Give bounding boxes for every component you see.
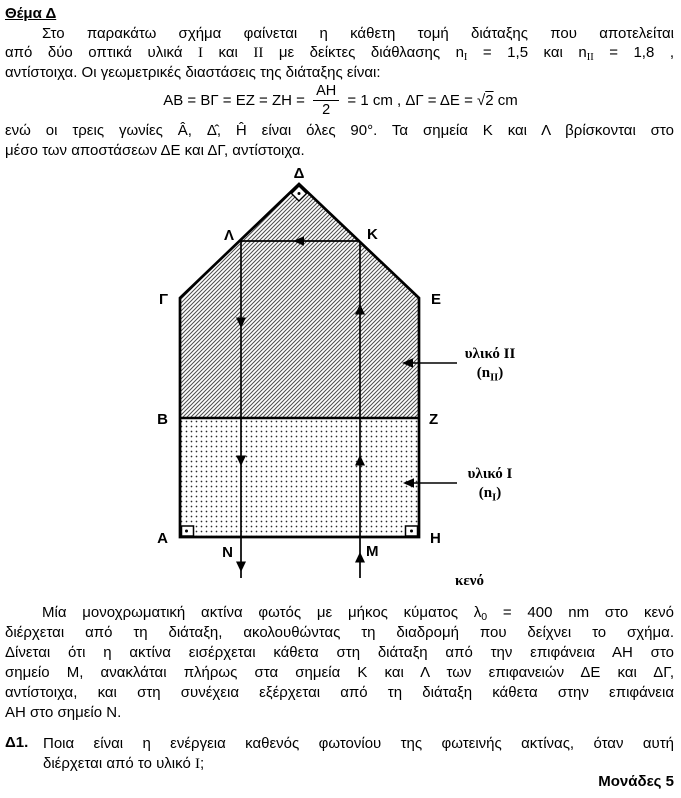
fraction-numerator: ΑΗ [313, 83, 339, 101]
vertex-label-lambda: Λ [223, 227, 234, 244]
points-label: Μονάδες 5 [598, 773, 674, 790]
ray-paragraph-line-3: Δίνεται ότι η ακτίνα εισέρχεται κάθετα στη διάταξη από την επιφάνεια ΑΗ στο [5, 644, 674, 661]
right-angle-marker-eta [406, 526, 418, 536]
intro-line-1: Στο παρακάτω σχήμα φαίνεται η κάθετη τομή διάταξης που αποτελείται [42, 25, 674, 42]
question-number: Δ1. [5, 734, 29, 751]
material-i-index-close: ) [496, 485, 502, 501]
ray-paragraph-line-4: σημείο Μ, ανακλάται πλήρως στα σημεία Κ και Λ των επιφανειών ΔΕ και ΔΓ, [5, 664, 674, 681]
section-title: Θέμα Δ [5, 5, 57, 22]
material-i-pointer-arrow [403, 478, 457, 487]
material-ii-index-open: (n [476, 365, 491, 381]
material-i-index-open: (n [478, 485, 493, 501]
material-ii-pointer-arrow [402, 358, 457, 367]
fraction-denominator: 2 [322, 102, 331, 118]
question-line-1: Ποια είναι η ενέργεια καθενός φωτονίου της φωτεινής ακτίνας, όταν αυτή [43, 735, 674, 752]
vertex-label-kappa: Κ [367, 226, 378, 243]
question-d1 [5, 734, 674, 774]
ray-paragraph-line-1: Μία μονοχρωματική ακτίνα φωτός με μήκος κύματος $\lambda_0 = 400$ nm στο κενό [42, 604, 674, 623]
vertex-label-zeta: Ζ [429, 411, 439, 428]
material-ii-label: υλικό II [464, 346, 516, 362]
vertex-label-delta: Δ [293, 165, 305, 182]
optical-device-diagram [0, 160, 681, 600]
arrowhead-up-entry-ray [355, 552, 365, 563]
ray-paragraph-line-6: ΑΗ στο σημείο Ν. [5, 704, 122, 721]
vacuum-label: κενό [455, 573, 484, 589]
angles-line-2: μέσο των αποστάσεων ΔΕ και ΔΓ, αντίστοιχα. [5, 142, 305, 159]
material-i-index-label [479, 485, 501, 504]
angles-line-1: ενώ οι τρεις γωνίες Â, Δ̂, Ĥ είναι όλες 90°. Τα σημεία Κ και Λ βρίσκονται στο [5, 122, 674, 139]
material-i-label: υλικό I [467, 466, 513, 482]
fraction-ah-over-2 [313, 83, 339, 118]
intro-line-2: από δύο οπτικά υλικά I και II με δείκτες διάθλασης $n_I = 1,5$ και $n_{II} = 1,8$ , [5, 44, 674, 63]
vertex-label-epsilon: Ε [431, 291, 442, 308]
material-ii-index-close: ) [498, 365, 504, 381]
right-angle-marker-alpha [182, 526, 194, 536]
material-ii-index-label [477, 365, 504, 384]
material-i-index-sub: I [492, 492, 497, 504]
point-label-mu: Μ [366, 543, 379, 560]
ray-paragraph-line-2: διέρχεται από τη διάταξη, ακολουθώντας τη διαδρομή που δείχνει το σχήμα. [5, 624, 674, 641]
question-line-2: διέρχεται από το υλικό I; [43, 754, 205, 772]
vertex-label-beta: Β [157, 411, 168, 428]
material-ii-region [180, 184, 419, 418]
material-ii-index-sub: II [490, 372, 499, 384]
ray-paragraph-line-5: αντίστοιχα, και στη συνέχεια εξέρχεται από τη διάταξη κάθετα στην επιφάνεια [5, 684, 674, 701]
vertex-label-gamma: Γ [158, 291, 168, 308]
vertex-label-alpha: Α [157, 530, 168, 547]
formula-rhs: = 1 cm , ΔΓ = ΔΕ = √2 cm [347, 92, 518, 109]
point-label-nu: Ν [222, 544, 233, 561]
formula-lhs: ΑΒ = ΒΓ = ΕΖ = ΖΗ = [163, 92, 305, 109]
dimensions-formula [0, 83, 681, 118]
material-i-region [180, 418, 419, 537]
intro-line-3: αντίστοιχα. Οι γεωμετρικές διαστάσεις της διάταξης είναι: [5, 64, 381, 81]
vertex-label-eta: Η [430, 530, 441, 547]
arrowhead-down-exit-ray [236, 562, 246, 573]
